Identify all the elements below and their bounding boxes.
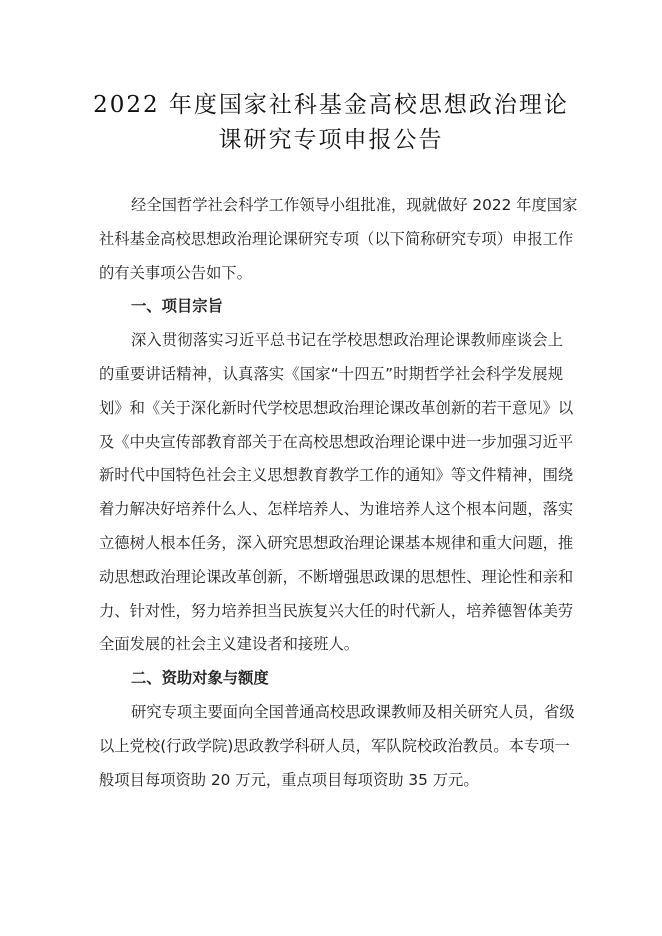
document-body (99, 193, 578, 801)
text-line: 的重要讲话精神，认真落实《国家“十四五”时期哲学社会科学发展规 (99, 364, 563, 383)
section-heading-funding: 二、资助对象与额度 (131, 669, 269, 688)
text-line: 立德树人根本任务，深入研究思想政治理论课基本规律和重大问题，推 (99, 533, 574, 552)
text-line: 研究专项主要面向全国普通高校思政课教师及相关研究人员，省级 (131, 702, 575, 721)
text-line: 新时代中国特色社会主义思想教育教学工作的通知》等文件精神，围绕 (99, 466, 574, 485)
text-line: 划》和《关于深化新时代学校思想政治理论课改革创新的若干意见》以 (99, 398, 574, 417)
section-heading-purpose: 一、项目宗旨 (131, 297, 223, 316)
purpose-paragraph (99, 328, 574, 666)
text-line: 全面发展的社会主义建设者和接班人。 (99, 635, 360, 654)
text-line: 及《中央宣传部教育部关于在高校思想政治理论课中进一步加强习近平 (99, 432, 574, 451)
text-line: 着力解决好培养什么人、怎样培养人、为谁培养人这个根本问题，落实 (99, 500, 574, 519)
funding-paragraph (99, 700, 575, 801)
text-line: 动思想政治理论课改革创新，不断增强思政课的思想性、理论性和亲和 (99, 567, 574, 586)
text-line: 经全国哲学社会科学工作领导小组批准，现就做好 2022 年度国家 (131, 196, 578, 214)
text-line: 以上党校(行政学院)思政教学科研人员，军队院校政治教员。本专项一 (99, 736, 570, 755)
text-line: 社科基金高校思想政治理论课研究专项（以下简称研究专项）申报工作 (99, 229, 574, 248)
text-line: 力、针对性，努力培养担当民族复兴大任的时代新人，培养德智体美劳 (99, 601, 574, 620)
text-line: 的有关事项公告如下。 (99, 263, 252, 282)
intro-paragraph (99, 193, 578, 294)
document-title-line-1: 2022 年度国家社科基金高校思想政治理论 (93, 92, 569, 118)
document-title-line-2: 课研究专项申报公告 (218, 127, 444, 153)
text-line: 深入贯彻落实习近平总书记在学校思想政治理论课教师座谈会上 (131, 331, 563, 350)
text-line: 般项目每项资助 20 万元，重点项目每项资助 35 万元。 (99, 770, 479, 789)
